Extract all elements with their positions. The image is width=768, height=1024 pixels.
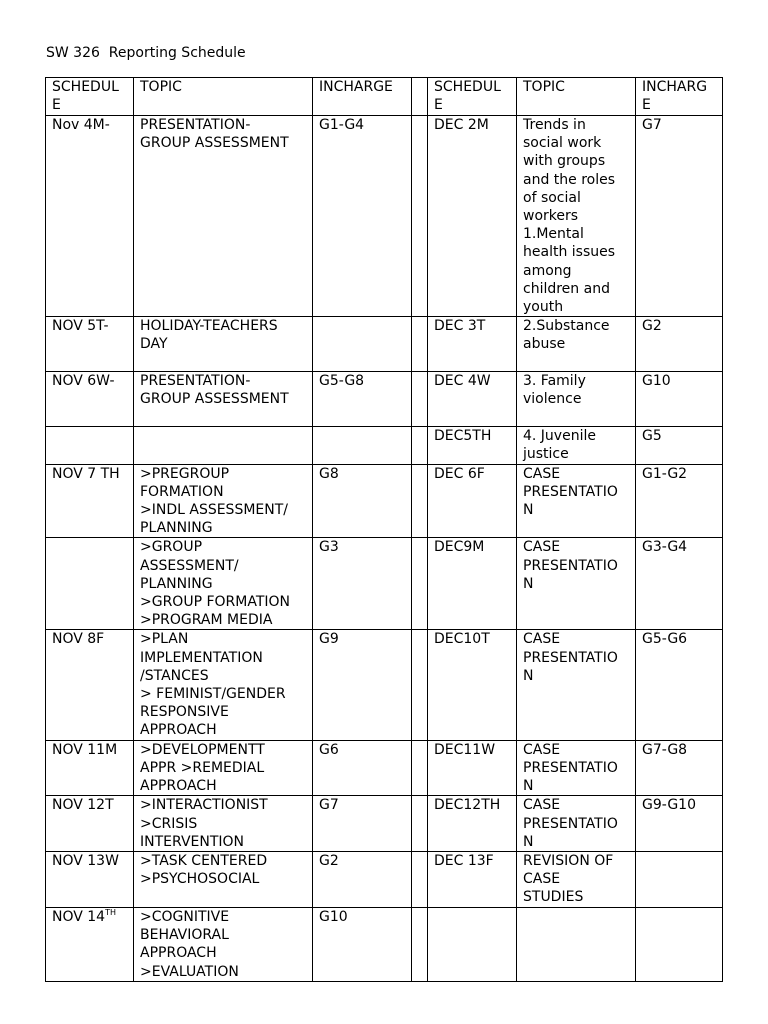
schedule-cell: NOV 12T (46, 796, 134, 852)
topic-cell: REVISION OF CASE STUDIES (517, 851, 636, 907)
incharge-cell: G10 (636, 372, 723, 427)
spacer-cell (412, 116, 428, 317)
schedule-cell: DEC11W (428, 740, 517, 796)
schedule-cell (428, 907, 517, 981)
incharge-cell: G3 (313, 538, 412, 630)
topic-cell: >GROUP ASSESSMENT/ PLANNING >GROUP FORMATION >PROGRAM MEDIA (134, 538, 313, 630)
schedule-cell: DEC 3T (428, 317, 517, 372)
incharge-cell: G3-G4 (636, 538, 723, 630)
incharge-cell: G7 (636, 116, 723, 317)
topic-cell: >PLAN IMPLEMENTATION /STANCES > FEMINIST/GENDER RESPONSIVE APPROACH (134, 630, 313, 740)
topic-cell: CASE PRESENTATIO N (517, 796, 636, 852)
table-row (46, 907, 723, 981)
schedule-cell: DEC 6F (428, 464, 517, 538)
schedule-cell: DEC10T (428, 630, 517, 740)
header-incharge-left: INCHARGE (313, 78, 412, 116)
schedule-cell: DEC 2M (428, 116, 517, 317)
incharge-cell (636, 907, 723, 981)
spacer-cell (412, 427, 428, 464)
ordinal-suffix: TH (105, 907, 116, 917)
spacer-cell (412, 851, 428, 907)
schedule-cell: DEC 13F (428, 851, 517, 907)
topic-cell (134, 427, 313, 464)
topic-cell (517, 907, 636, 981)
topic-cell: CASE PRESENTATIO N (517, 630, 636, 740)
table-row (46, 630, 723, 740)
spacer-cell (412, 630, 428, 740)
incharge-cell: G6 (313, 740, 412, 796)
incharge-cell: G2 (313, 851, 412, 907)
schedule-table (45, 77, 723, 982)
spacer-cell (412, 78, 428, 116)
incharge-cell: G1-G4 (313, 116, 412, 317)
incharge-cell: G7-G8 (636, 740, 723, 796)
topic-cell: CASE PRESENTATIO N (517, 538, 636, 630)
schedule-cell: NOV 8F (46, 630, 134, 740)
incharge-cell: G1-G2 (636, 464, 723, 538)
table-row (46, 317, 723, 372)
topic-cell: Trends in social work with groups and the roles of social workers 1.Mental health issues among children and youth (517, 116, 636, 317)
schedule-cell: NOV 6W- (46, 372, 134, 427)
spacer-cell (412, 317, 428, 372)
header-schedule-right: SCHEDUL E (428, 78, 517, 116)
spacer-cell (412, 372, 428, 427)
topic-cell: 3. Family violence (517, 372, 636, 427)
spacer-cell (412, 464, 428, 538)
incharge-cell: G9-G10 (636, 796, 723, 852)
schedule-cell (46, 427, 134, 464)
topic-cell: >COGNITIVE BEHAVIORAL APPROACH >EVALUATION (134, 907, 313, 981)
schedule-cell: DEC9M (428, 538, 517, 630)
table-row (46, 116, 723, 317)
incharge-cell (636, 851, 723, 907)
schedule-cell: Nov 4M- (46, 116, 134, 317)
schedule-cell: DEC12TH (428, 796, 517, 852)
header-row (46, 78, 723, 116)
schedule-cell (46, 538, 134, 630)
table-row (46, 538, 723, 630)
table-row (46, 796, 723, 852)
spacer-cell (412, 538, 428, 630)
incharge-cell: G2 (636, 317, 723, 372)
table-row (46, 372, 723, 427)
incharge-cell (313, 317, 412, 372)
schedule-cell: NOV 11M (46, 740, 134, 796)
table-row (46, 740, 723, 796)
spacer-cell (412, 907, 428, 981)
topic-cell: PRESENTATION- GROUP ASSESSMENT (134, 372, 313, 427)
topic-cell: >PREGROUP FORMATION >INDL ASSESSMENT/ PLANNING (134, 464, 313, 538)
spacer-cell (412, 740, 428, 796)
header-topic-right: TOPIC (517, 78, 636, 116)
incharge-cell: G9 (313, 630, 412, 740)
table-row (46, 427, 723, 464)
schedule-cell: NOV 13W (46, 851, 134, 907)
incharge-cell: G5-G8 (313, 372, 412, 427)
incharge-cell: G10 (313, 907, 412, 981)
header-schedule-left: SCHEDUL E (46, 78, 134, 116)
incharge-cell: G8 (313, 464, 412, 538)
table-row (46, 464, 723, 538)
incharge-cell: G5 (636, 427, 723, 464)
table-row (46, 851, 723, 907)
topic-cell: >DEVELOPMENTT APPR >REMEDIAL APPROACH (134, 740, 313, 796)
schedule-cell: DEC 4W (428, 372, 517, 427)
topic-cell: 2.Substance abuse (517, 317, 636, 372)
topic-cell: CASE PRESENTATIO N (517, 464, 636, 538)
schedule-cell (46, 907, 134, 981)
topic-cell: >TASK CENTERED >PSYCHOSOCIAL (134, 851, 313, 907)
header-topic-left: TOPIC (134, 78, 313, 116)
topic-cell: HOLIDAY-TEACHERS DAY (134, 317, 313, 372)
spacer-cell (412, 796, 428, 852)
header-incharge-right: INCHARG E (636, 78, 723, 116)
incharge-cell: G5-G6 (636, 630, 723, 740)
document-title: SW 326 Reporting Schedule (46, 45, 246, 61)
topic-cell: >INTERACTIONIST >CRISIS INTERVENTION (134, 796, 313, 852)
schedule-cell: DEC5TH (428, 427, 517, 464)
schedule-cell: NOV 7 TH (46, 464, 134, 538)
incharge-cell: G7 (313, 796, 412, 852)
incharge-cell (313, 427, 412, 464)
topic-cell: CASE PRESENTATIO N (517, 740, 636, 796)
topic-cell: PRESENTATION- GROUP ASSESSMENT (134, 116, 313, 317)
schedule-date: NOV 14 (52, 908, 106, 925)
schedule-cell: NOV 5T- (46, 317, 134, 372)
topic-cell: 4. Juvenile justice (517, 427, 636, 464)
